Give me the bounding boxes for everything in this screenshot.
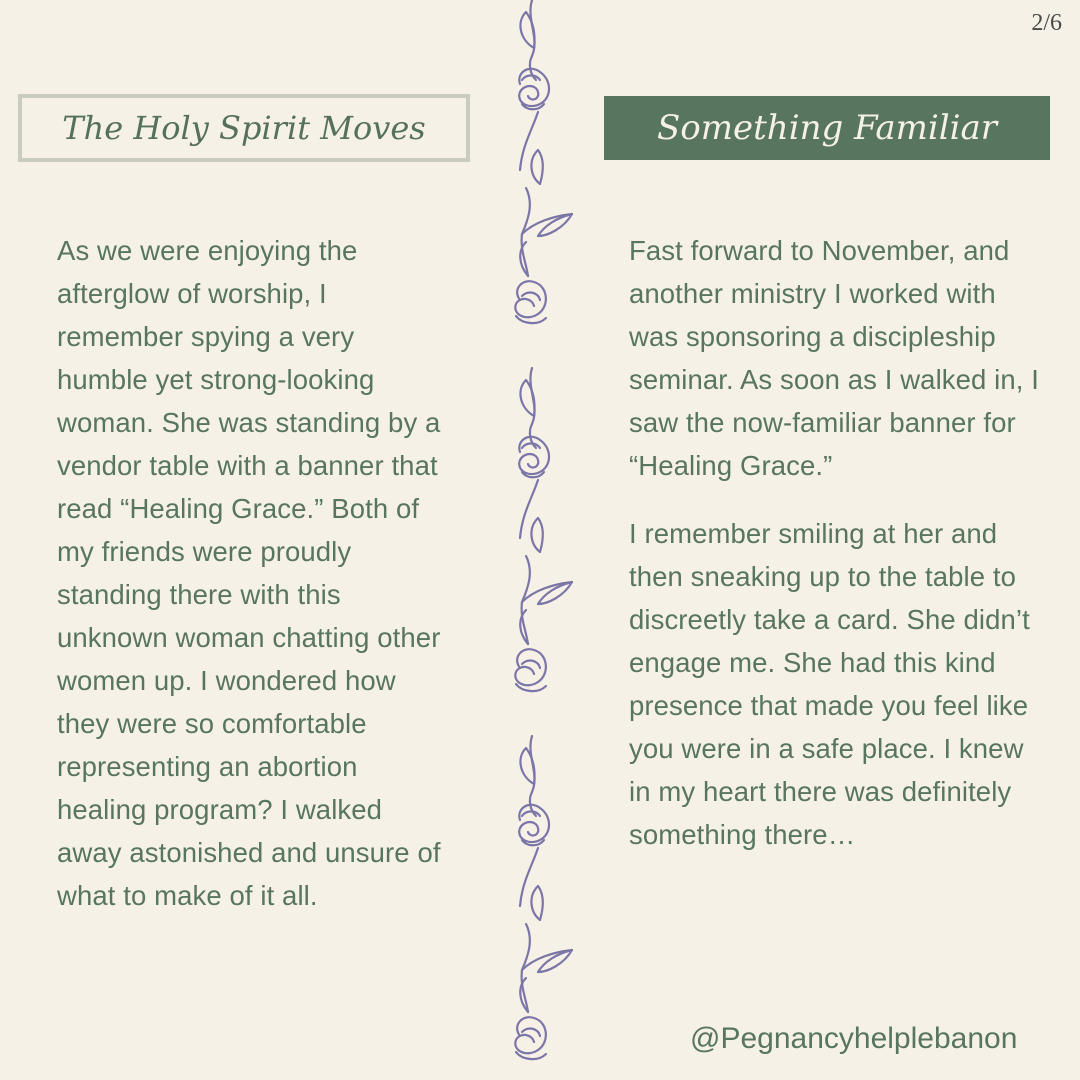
left-column bbox=[57, 229, 452, 917]
rose-vine-divider-icon bbox=[482, 0, 592, 1080]
right-paragraph-1: Fast forward to November, and another ministry I worked with was sponsoring a discipleship seminar. As soon as I walked in, I saw the now-familiar banner for “Healing Grace.” bbox=[629, 235, 1039, 481]
right-column bbox=[629, 229, 1039, 856]
left-title: The Holy Spirit Moves bbox=[18, 94, 470, 162]
right-title: Something Familiar bbox=[604, 96, 1050, 160]
page-number: 2/6 bbox=[1031, 10, 1062, 36]
right-paragraph-2: I remember smiling at her and then sneaking up to the table to discreetly take a card. She didn’t engage me. She had this kind presence that made you feel like you were in a safe place. I knew in my heart there was definitely something there… bbox=[629, 518, 1030, 850]
left-paragraph: As we were enjoying the afterglow of worship, I remember spying a very humble yet strong-looking woman. She was standing by a vendor table with a banner that read “Healing Grace.” Both of my friends were proudly standing there with this unknown woman chatting other women up. I wondered how they were so comfortable representing an abortion healing program? I walked away astonished and unsure of what to make of it all. bbox=[57, 235, 441, 911]
social-handle[interactable]: @Pegnancyhelplebanon bbox=[690, 1022, 1018, 1055]
